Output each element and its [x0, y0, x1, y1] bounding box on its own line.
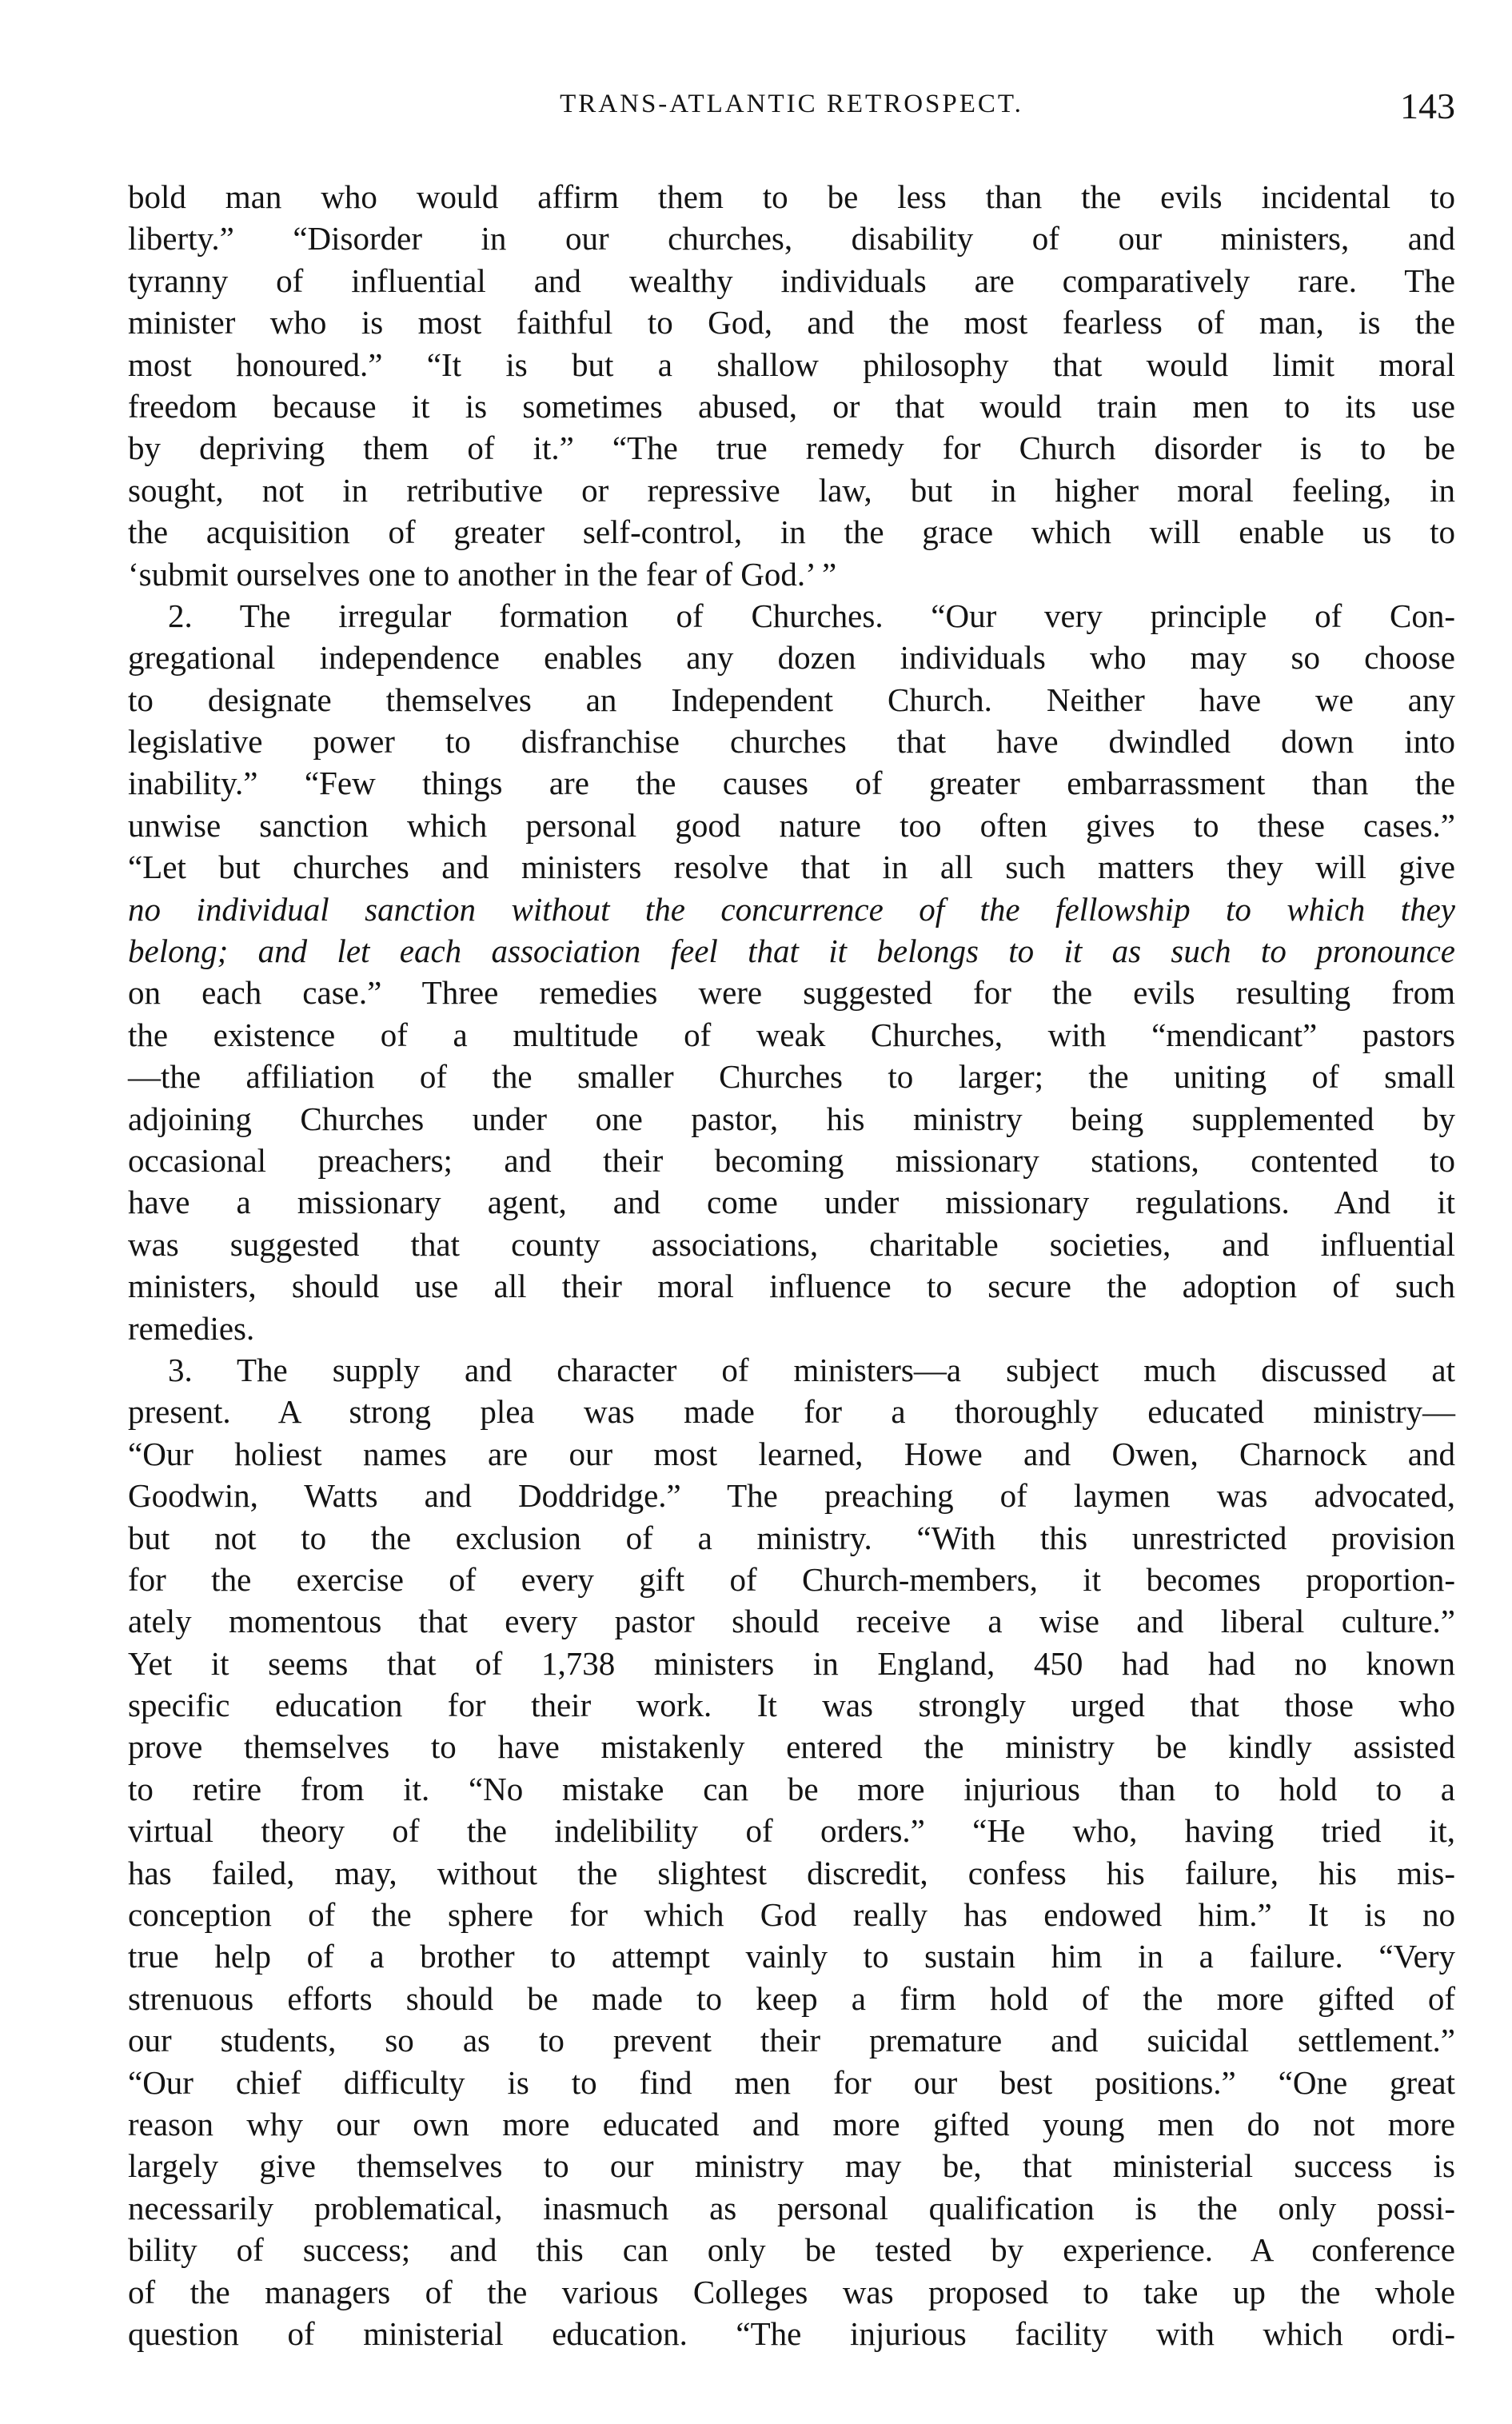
text-line: the acquisition of greater self-control, in the grace which will enable us to [128, 513, 1455, 551]
text-line: remedies. [128, 1309, 255, 1347]
text-line: freedom because it is sometimes abused, or that would train men to its use [128, 387, 1455, 425]
text-line: to designate themselves an Independent Church. Neither have we any [128, 681, 1455, 718]
text-line: tyranny of influential and wealthy individuals are comparatively rare. The [128, 262, 1455, 299]
page-header [128, 86, 1455, 138]
text-line: our students, so as to prevent their premature and suicidal settlement.” [128, 2022, 1455, 2059]
text-line: liberty.” “Disorder in our churches, disability of our ministers, and [128, 220, 1455, 258]
text-line: question of ministerial education. “The injurious facility with which ordi- [128, 2314, 1455, 2352]
text-line: on each case.” Three remedies were suggested for the evils resulting from [128, 974, 1455, 1012]
text-line: present. A strong plea was made for a thoroughly educated ministry— [128, 1393, 1455, 1431]
text-line: “Our chief difficulty is to find men for our best positions.” “One great [128, 2063, 1455, 2101]
text-line: bility of success; and this can only be tested by experience. A conference [128, 2231, 1455, 2269]
text-line: most honoured.” “It is but a shallow philosophy that would limit moral [128, 345, 1455, 383]
text-line: largely give themselves to our ministry may be, that ministerial success is [128, 2147, 1455, 2185]
text-line: gregational independence enables any dozen individuals who may so choose [128, 639, 1455, 677]
text-line: sought, not in retributive or repressive law, but in higher moral feeling, in [128, 471, 1455, 509]
page-number: 143 [1400, 86, 1455, 126]
text-line: “Our holiest names are our most learned, Howe and Owen, Charnock and [128, 1435, 1455, 1472]
text-line: occasional preachers; and their becoming missionary stations, contented to [128, 1141, 1455, 1179]
text-line: minister who is most faithful to God, and the most fearless of man, is the [128, 304, 1455, 341]
text-line: have a missionary agent, and come under missionary regulations. And it [128, 1184, 1455, 1221]
text-line: ately momentous that every pastor should receive a wise and liberal culture.” [128, 1603, 1455, 1640]
text-line: inability.” “Few things are the causes of greater embarrassment than the [128, 765, 1455, 802]
text-line: virtual theory of the indelibility of orders.” “He who, having tried it, [128, 1812, 1455, 1850]
text-line: but not to the exclusion of a ministry. “With this unrestricted provision [128, 1519, 1455, 1556]
text-line: no individual sanction without the concurrence of the fellowship to which they [128, 890, 1455, 928]
text-line: prove themselves to have mistakenly entered the ministry be kindly assisted [128, 1728, 1455, 1766]
running-head: TRANS-ATLANTIC RETROSPECT. [560, 90, 1023, 118]
text-line: true help of a brother to attempt vainly to sustain him in a failure. “Very [128, 1938, 1455, 1975]
text-line: specific education for their work. It was strongly urged that those who [128, 1687, 1455, 1724]
text-line: strenuous efforts should be made to keep a firm hold of the more gifted of [128, 1979, 1455, 2017]
body-text [128, 176, 1455, 2354]
text-line: to retire from it. “No mistake can be more injurious than to hold to a [128, 1770, 1455, 1807]
text-line: ‘submit ourselves one to another in the fear of God.’ ” [128, 555, 837, 593]
text-line: the existence of a multitude of weak Churches, with “mendicant” pastors [128, 1016, 1455, 1053]
text-line: reason why our own more educated and more gifted young men do not more [128, 2105, 1455, 2142]
text-line: Goodwin, Watts and Doddridge.” The preaching of laymen was advocated, [128, 1477, 1455, 1515]
text-line: of the managers of the various Colleges was proposed to take up the whole [128, 2273, 1455, 2310]
text-line: bold man who would affirm them to be less than the evils incidental to [128, 178, 1455, 215]
text-line: was suggested that county associations, charitable societies, and influential [128, 1225, 1455, 1263]
text-line: for the exercise of every gift of Church-members, it becomes proportion- [128, 1560, 1455, 1598]
text-line: unwise sanction which personal good nature too often gives to these cases.” [128, 806, 1455, 844]
text-line: ministers, should use all their moral influence to secure the adoption of such [128, 1268, 1455, 1305]
text-line: Yet it seems that of 1,738 ministers in England, 450 had had no known [128, 1644, 1455, 1682]
text-line: 2. The irregular formation of Churches. “Our very principle of Con- [168, 597, 1455, 634]
text-line: adjoining Churches under one pastor, his ministry being supplemented by [128, 1100, 1455, 1137]
text-line: —the affiliation of the smaller Churches to larger; the uniting of small [128, 1058, 1455, 1096]
text-line: “Let but churches and ministers resolve that in all such matters they will give [128, 849, 1455, 886]
text-line: 3. The supply and character of ministers—a subject much discussed at [168, 1351, 1455, 1388]
text-line: belong; and let each association feel that it belongs to it as such to pronounce [128, 932, 1455, 970]
text-line: conception of the sphere for which God really has endowed him.” It is no [128, 1896, 1455, 1934]
text-line: legislative power to disfranchise churches that have dwindled down into [128, 723, 1455, 761]
text-line: necessarily problematical, inasmuch as personal qualification is the only possi- [128, 2189, 1455, 2226]
text-line: has failed, may, without the slightest discredit, confess his failure, his mis- [128, 1854, 1455, 1891]
text-line: by depriving them of it.” “The true remedy for Church disorder is to be [128, 429, 1455, 467]
